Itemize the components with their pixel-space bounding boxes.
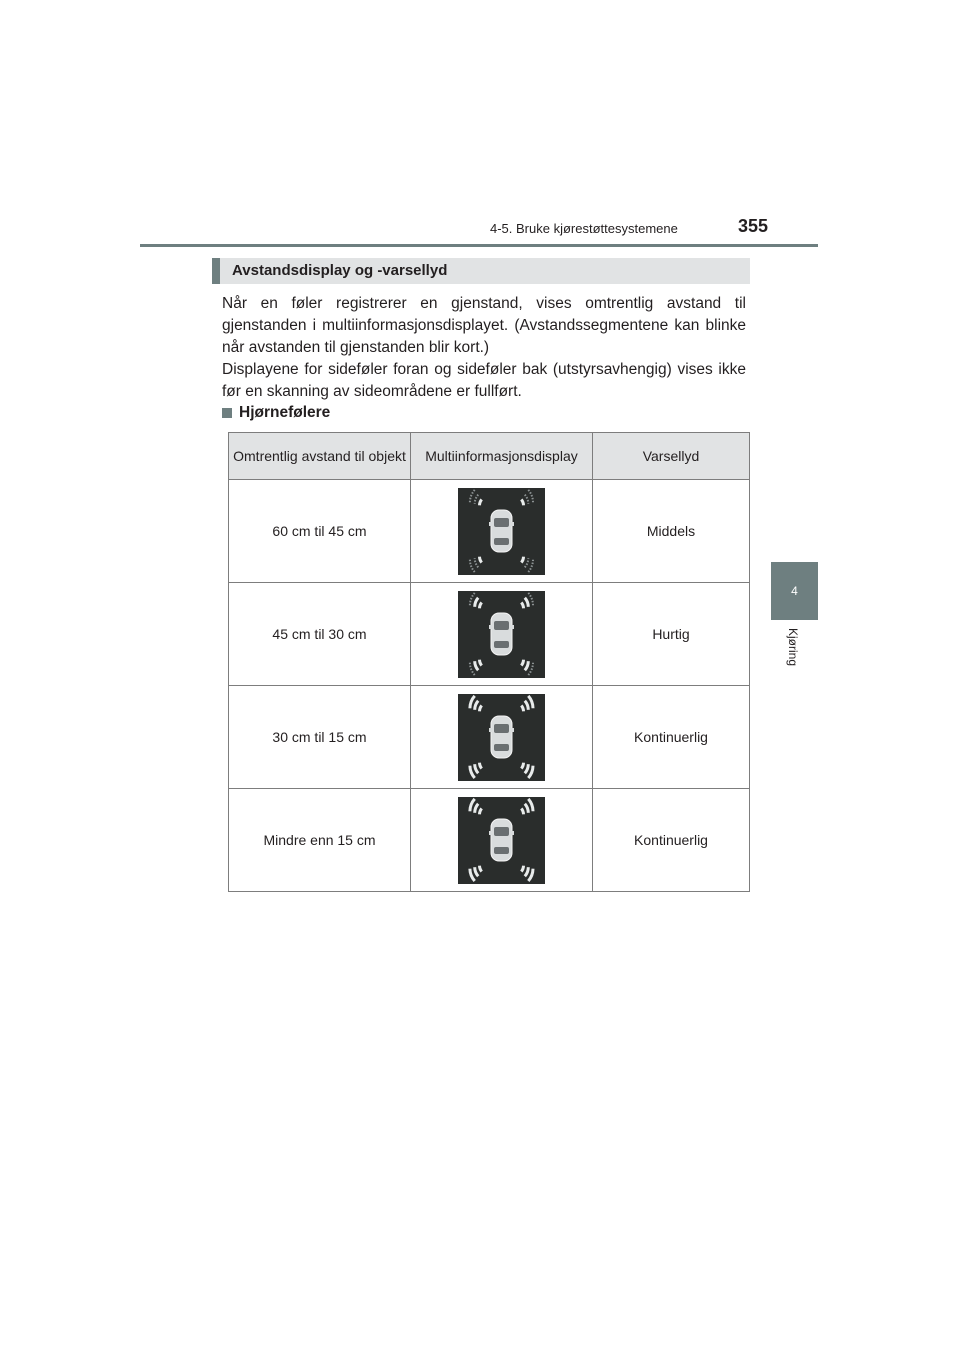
body-paragraph-2: Displayene for sideføler foran og sideføler bak (utstyrsavhengig) vises ikke før en skanning av sideområdene er fullført. [222, 361, 746, 400]
chapter-label: Kjøring [786, 628, 800, 667]
body-paragraph-1: Når en føler registrerer en gjenstand, vises omtrentlig avstand til gjenstanden i multiinformasjonsdisplayet. (Avstandssegmentene kan blinke når avstanden til gjenstanden blir kort.) [222, 295, 746, 356]
sound-text: Kontinuerlig [634, 832, 708, 848]
distance-cell [229, 789, 411, 892]
chapter-tab [771, 562, 818, 620]
header-sound: Varsellyd [593, 433, 750, 480]
sound-cell [593, 583, 750, 686]
distance-text: 60 cm til 45 cm [272, 523, 367, 539]
table-row [229, 789, 750, 892]
section-heading-bar [212, 258, 750, 284]
display-cell [411, 583, 593, 686]
header-display: Multiinformasjonsdisplay [411, 433, 593, 480]
table-row [229, 480, 750, 583]
section-body [222, 293, 746, 403]
header-divider [140, 244, 818, 247]
running-header: 4-5. Bruke kjørestøttesystemene [490, 221, 678, 236]
distance-text: Mindre enn 15 cm [263, 832, 376, 848]
sound-text: Middels [646, 523, 696, 539]
sensor-display-icon [458, 488, 545, 575]
subheading-text: Hjørnefølere [239, 404, 331, 421]
subheading [222, 404, 330, 422]
car-icon [489, 819, 514, 861]
sound-cell [593, 686, 750, 789]
sound-cell [593, 480, 750, 583]
distance-table [228, 432, 750, 892]
car-icon [489, 510, 514, 552]
page-number: 355 [738, 216, 769, 236]
sound-text: Kontinuerlig [634, 729, 708, 745]
distance-cell [229, 583, 411, 686]
table-header-row [229, 433, 750, 480]
sensor-display-icon [458, 797, 545, 884]
table-row [229, 583, 750, 686]
car-icon [489, 613, 514, 655]
square-bullet-icon [222, 408, 232, 418]
table-row [229, 686, 750, 789]
sound-text: Hurtig [652, 626, 690, 642]
sound-cell [593, 789, 750, 892]
section-title: Avstandsdisplay og -varsellyd [232, 262, 448, 279]
distance-cell [229, 480, 411, 583]
display-cell [411, 789, 593, 892]
distance-cell [229, 686, 411, 789]
distance-text: 45 cm til 30 cm [272, 626, 367, 642]
display-cell [411, 480, 593, 583]
chapter-number: 4 [791, 584, 798, 598]
sensor-display-icon [458, 694, 545, 781]
sensor-display-icon [458, 591, 545, 678]
header-distance: Omtrentlig avstand til objekt [229, 433, 411, 480]
display-cell [411, 686, 593, 789]
car-icon [489, 716, 514, 758]
distance-text: 30 cm til 15 cm [272, 729, 367, 745]
